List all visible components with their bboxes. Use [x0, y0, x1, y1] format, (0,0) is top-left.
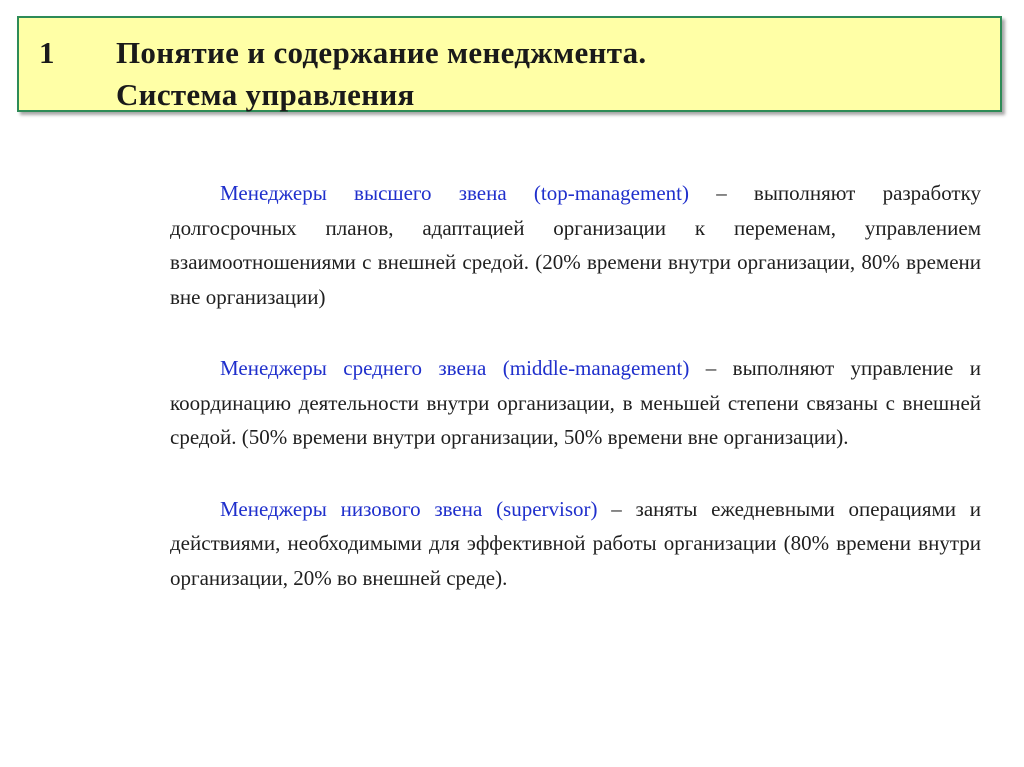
paragraph-top-management: [170, 176, 981, 314]
text-middle-management: – выполняют управление и координацию деятельности внутри организации, в меньшей степени связаны с внешней средой. (50% времени внутри организации, 50% времени вне организации).: [170, 356, 981, 449]
slide-title: [116, 32, 646, 116]
term-middle-management: Менеджеры среднего звена (middle-management): [220, 356, 690, 380]
term-top-management: Менеджеры высшего звена (top-management): [220, 181, 689, 205]
slide-title-line-2: Система управления: [116, 77, 415, 112]
text-top-management: – выполняют разработку долгосрочных планов, адаптацией организации к переменам, управлением взаимоотношениями с внешней средой. (20% времени внутри организации, 80% времени вне организации): [170, 181, 981, 309]
slide-title-box: [17, 16, 1002, 112]
slide-number: 1: [39, 35, 55, 70]
slide-title-line-1: Понятие и содержание менеджмента.: [116, 35, 647, 70]
slide-content: [170, 176, 981, 632]
term-supervisor: Менеджеры низового звена (supervisor): [220, 496, 598, 521]
paragraph-middle-management: [170, 351, 981, 455]
paragraph-supervisor: [170, 492, 981, 596]
text-supervisor: – заняты ежедневными операциями и действиями, необходимыми для эффективной работы организации (80% времени внутри организации, 20% во внешней среде).: [170, 496, 981, 590]
